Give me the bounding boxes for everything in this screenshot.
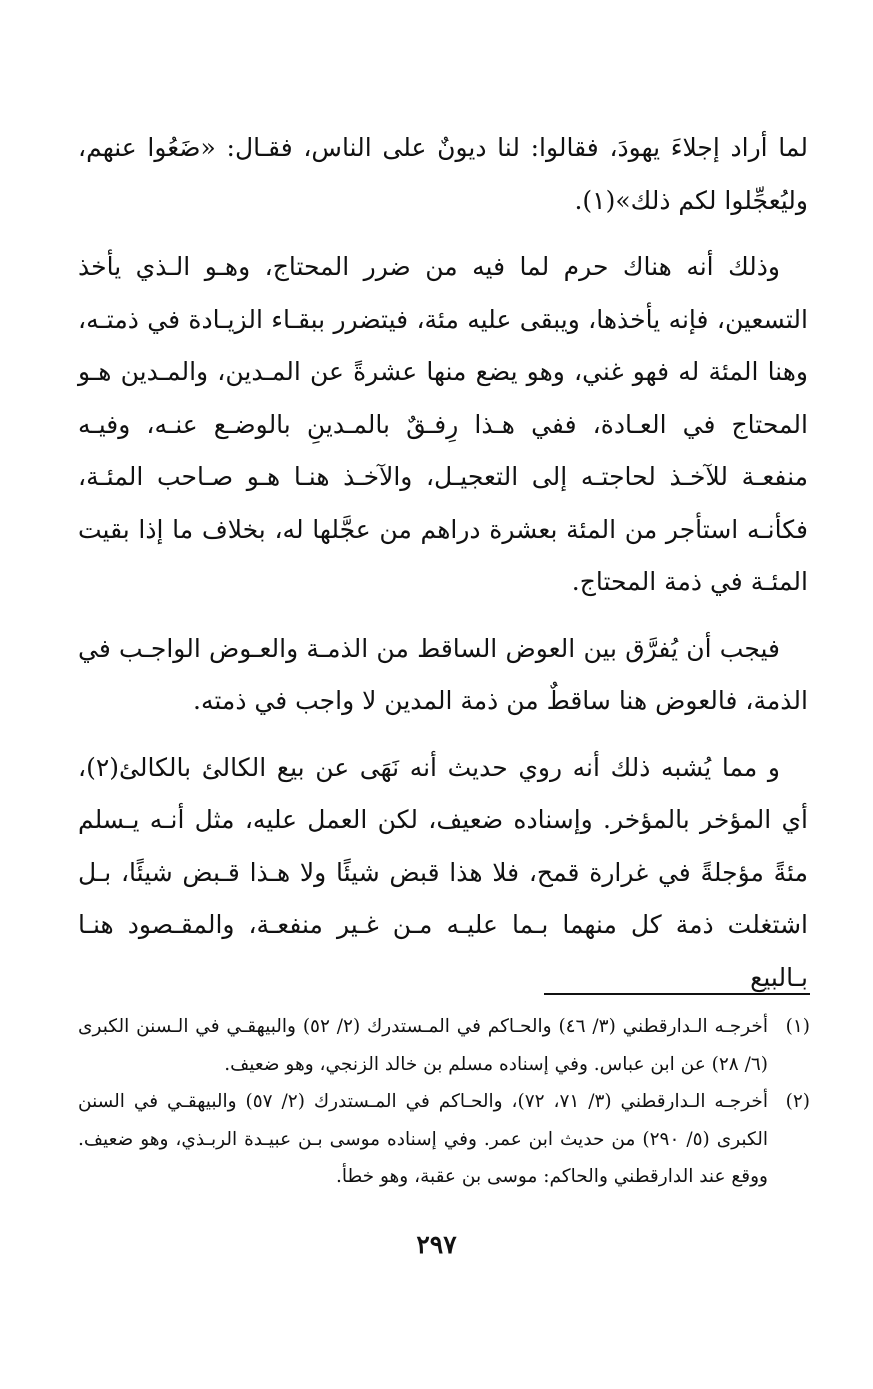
footnote-2 [78, 1083, 810, 1196]
footnote-text: أخرجـه الـدارقطني (٣/ ٤٦) والحـاكم في المـستدرك (٢/ ٥٢) والبيهقـي في الـسنن الكبرى (٦/ ٢٨) عن ابن عباس. وفي إسناده مسلم بن خالد الزنجي، وهو ضعيف. [78, 1016, 769, 1075]
paragraph-4: و مما يُشبه ذلك أنه روي حديث أنه نَهَى عن بيع الكالئ بالكالئ(٢)، أي المؤخر بالمؤخر. وإسناده ضعيف، لكن العمل عليه، مثل أنـه يـسلم مئةً مؤجلةً في غرارة قمح، فلا هذا قبض شيئًا ولا هـذا قـبض شيئًا، بـل اشتغلت ذمة كل منهما بـما عليـه مـن غـير منفعـة، والمقـصود هنـا بـالبيع [78, 752, 808, 992]
footnote-number: (١) [785, 1016, 810, 1037]
paragraph-1: لما أراد إجلاءَ يهودَ، فقالوا: لنا ديونٌ على الناس، فقـال: «ضَعُوا عنهم، وليُعجِّلوا لكم ذلك»(١). [78, 133, 808, 215]
paragraph-2: وذلك أنه هناك حرم لما فيه من ضرر المحتاج، وهـو الـذي يأخذ التسعين، فإنه يأخذها، ويبقى عليه مئة، فيتضرر ببقـاء الزيـادة في ذمتـه، وهنا المئة له فهو غني، وهو يضع منها عشرةً عن المـدين، والمـدين هـو المحتاج في العـادة، ففي هـذا رِفـقٌ بالمـدينِ بالوضـع عنـه، وفيـه منفعـة للآخـذ لحاجتـه إلى التعجيـل، والآخـذ هنـا هـو صـاحب المئـة، فكأنـه استأجر من المئة بعشرة دراهم من عجَّلها له، بخلاف ما إذا بقيت المئـة في ذمة المحتاج. [78, 252, 808, 596]
footnotes [78, 1008, 810, 1196]
footnote-text: أخرجـه الـدارقطني (٣/ ٧١، ٧٢)، والحـاكم في المـستدرك (٢/ ٥٧) والبيهقـي في السنن الكبرى (٥/ ٢٩٠) من حديث ابن عمر. وفي إسناده موسى بـن عبيـدة الربـذي، وهو ضعيف. ووقع عند الدارقطني والحاكم: موسى بن عقبة، وهو خطأ. [78, 1091, 768, 1187]
paragraph-3: فيجب أن يُفرَّق بين العوض الساقط من الذمـة والعـوض الواجـب في الذمة، فالعوض هنا ساقطٌ من ذمة المدين لا واجب في ذمته. [78, 633, 808, 715]
footnote-separator [544, 993, 810, 995]
page-number: ٢٩٧ [416, 1230, 457, 1259]
footnote-number: (٢) [785, 1091, 810, 1112]
footnote-1 [78, 1008, 810, 1083]
main-text [78, 122, 808, 1018]
